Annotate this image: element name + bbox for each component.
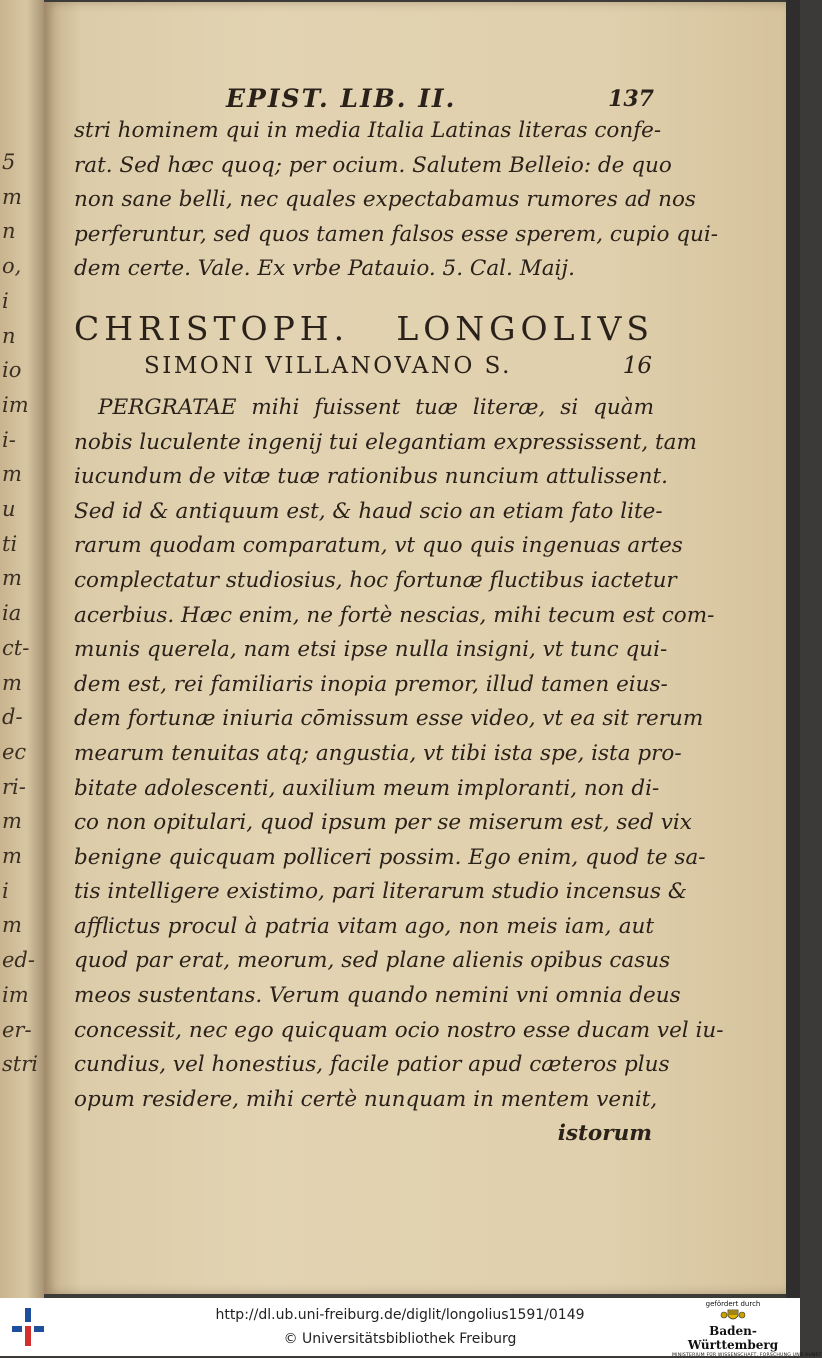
letter-author-heading: CHRISTOPH. LONGOLIVS [74,308,654,348]
left-page-fragment: m [2,809,22,834]
text-line: rarum quodam comparatum, vt quo quis ingenuas artes [74,533,683,559]
recipient-name: SIMONI VILLANOVANO S. [144,352,512,379]
left-page-fragment: io [2,358,22,383]
left-page-fragment: m [2,844,22,868]
text-line: stri hominem qui in media Italia Latinas literas confe- [74,118,662,143]
text-line: complectatur studiosius, hoc fortunæ fluctibus iactetur [74,567,677,593]
left-page-fragment: ct- [2,635,30,660]
left-page-fragment: ed- [2,948,35,973]
copyright-notice: © Universitätsbibliothek Freiburg [283,1331,517,1347]
left-page-fragment: m [2,184,22,209]
text-line: dem fortunæ iniuria cōmissum esse video, vt ea sit rerum [74,706,704,732]
left-page-fragment: stri [2,1052,38,1077]
text-line: mearum tenuitas atq; angustia, vt tibi ista spe, ista pro- [74,740,682,766]
catchword: istorum [557,1121,652,1147]
page-header [74,84,654,112]
left-page-fragment: n [2,323,16,348]
page-number: 137 [608,86,654,112]
text-line: opum residere, mihi certè nunquam in mentem venit, [74,1086,658,1112]
text-line: afflictus procul à patria vitam ago, non meis iam, aut [74,913,654,939]
text-line: Sed id & antiquum est, & haud scio an etiam fato lite- [74,498,663,524]
left-page-fragment: 5 [2,150,16,174]
letter-recipient-heading [74,351,654,387]
left-page-fragment: i [2,288,9,313]
text-line: munis querela, nam etsi ipse nulla insigni, vt tunc qui- [74,637,668,663]
text-line: rat. Sed hæc quoq; per ocium. Salutem Belleio: de quo [74,152,672,178]
text-line: cundius, vel honestius, facile patior apud cæteros plus [74,1052,670,1078]
letter-body [74,391,724,1152]
text-line: meos sustentans. Verum quando nemini vni omnia deus [74,983,681,1009]
left-page-edge [0,0,44,1298]
text-line: perferuntur, sed quos tamen falsos esse sperem, cupio qui- [74,221,718,247]
permalink-url[interactable]: http://dl.ub.uni-freiburg.de/diglit/longolius1591/0149 [215,1307,585,1323]
left-page-fragment: im [2,982,29,1007]
text-line: bitate adolescenti, auxilium meum imploranti, non di- [74,775,660,801]
text-line: dem certe. Vale. Ex vrbe Patauio. 5. Cal. Maij. [74,256,575,282]
text-line: tis intelligere existimo, pari literarum studio incensus & [74,879,687,905]
left-page-fragment: i [2,878,9,903]
left-page-fragment: m [2,913,22,938]
left-page-fragment: ia [2,601,22,626]
letter-number: 16 [622,352,652,379]
left-page-fragment: m [2,670,22,695]
page-text [74,84,724,1152]
text-line: nobis luculente ingenij tui elegantiam expressissent, tam [74,429,697,455]
left-page-fragment: m [2,566,22,591]
left-page-fragment: o, [2,254,22,279]
left-page-fragment: ti [2,531,18,556]
text-line: acerbius. Hæc enim, ne fortè nescias, mihi tecum est com- [74,602,715,628]
text-line: non sane belli, nec quales expectabamus rumores ad nos [74,187,696,213]
left-page-fragment: ec [2,739,27,764]
sponsor-ministry: MINISTERIUM FÜR WISSENSCHAFT, FORSCHUNG UND KUNST [672,1353,822,1358]
text-line: dem est, rei familiaris inopia premor, illud tamen eius- [74,671,668,697]
left-page-fragment: er- [2,1017,32,1042]
left-page-fragment: ri- [2,774,26,799]
text-line: benigne quicquam polliceri possim. Ego enim, quod te sa- [74,844,706,870]
viewer-footer [0,1298,822,1358]
previous-letter-ending [74,114,718,287]
scan-background-edge [786,0,800,1298]
left-page-fragment: n [2,219,16,244]
text-line: concessit, nec ego quicquam ocio nostro esse ducam vel iu- [74,1017,724,1043]
text-line: iucundum de vitæ tuæ rationibus nuncium attulissent. [74,464,668,490]
running-head: EPIST. LIB. II. [226,84,457,113]
left-page-fragment: u [2,497,16,521]
text-line: quod par erat, meorum, sed plane alienis opibus casus [74,948,671,974]
left-page-fragment: m [2,462,22,487]
text-line: co non opitulari, quod ipsum per se miserum est, sed vix [74,810,692,836]
sponsor-block [672,1300,822,1358]
left-page-fragment: d- [2,705,23,730]
text-line: PERGRATAE mihi fuissent tuæ literæ, si quàm [98,394,654,420]
sponsor-intro: gefördert durch [705,1300,761,1308]
coat-of-arms-icon [719,1309,747,1323]
left-page-fragment: im [2,392,29,417]
sponsor-name: Baden-Württemberg [687,1324,779,1352]
left-page-fragment: i- [2,427,16,452]
